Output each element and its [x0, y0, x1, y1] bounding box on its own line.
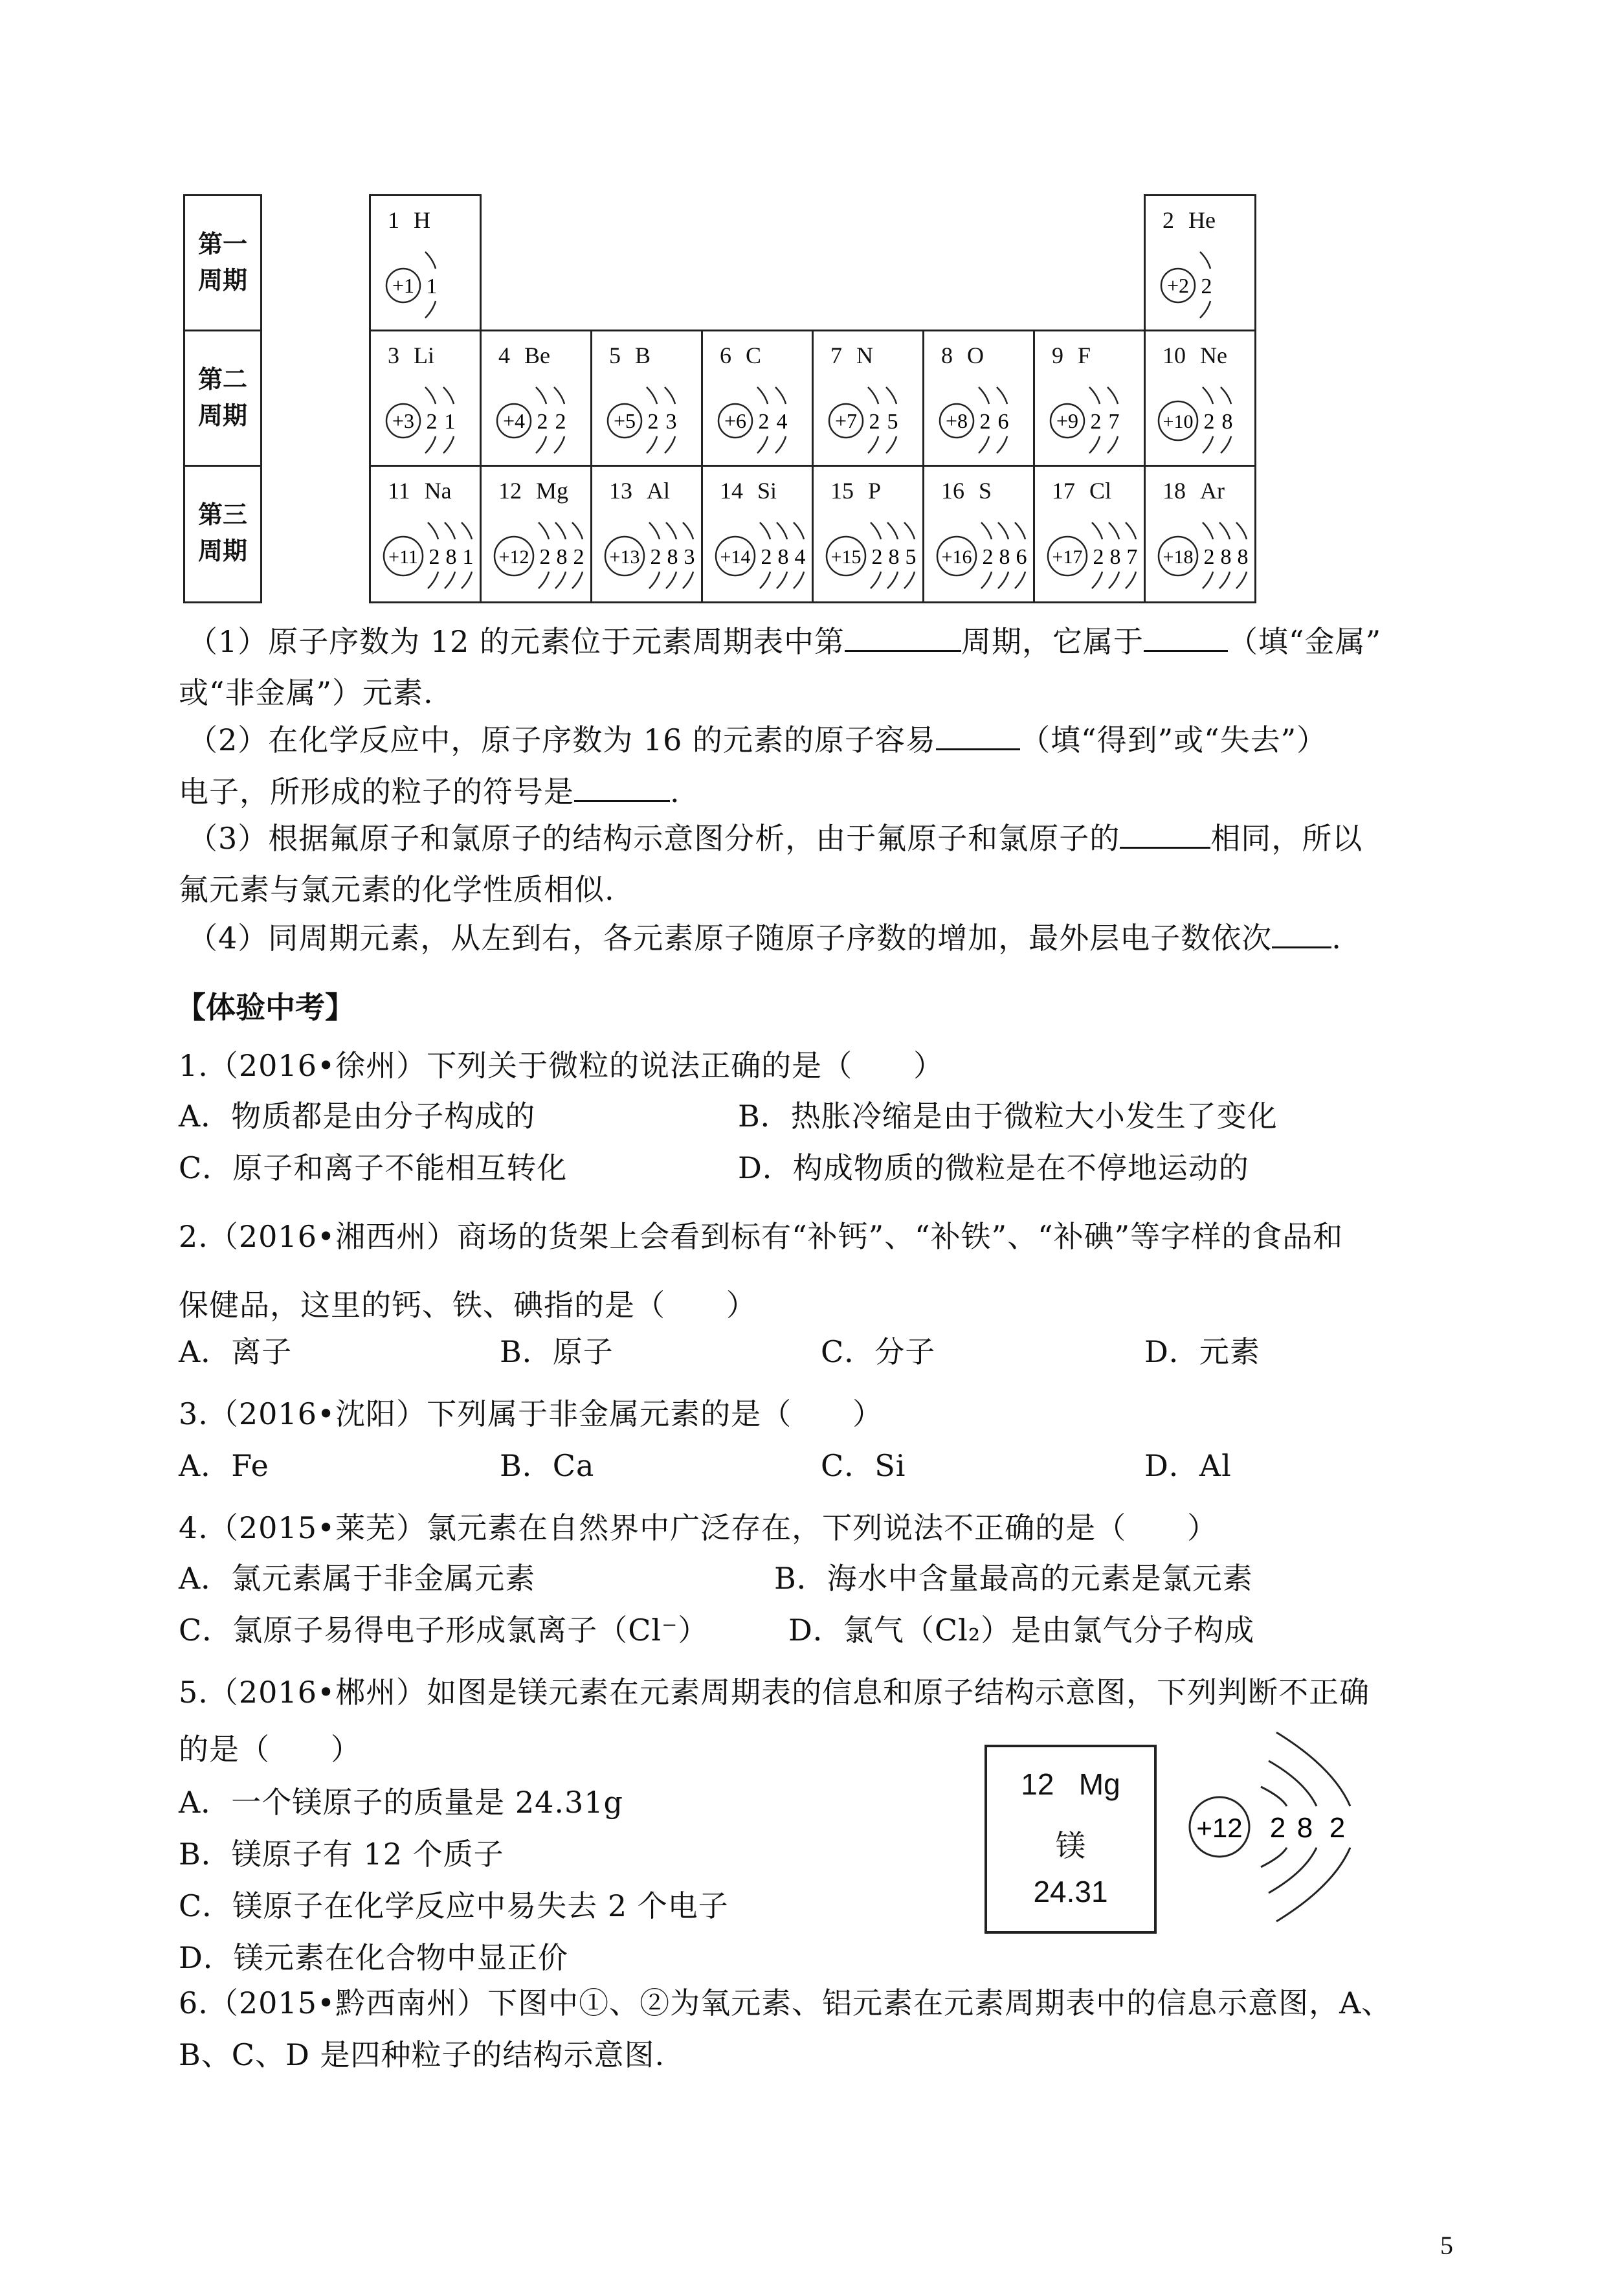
shell-arc-top: [998, 522, 1008, 539]
question-4-text-a: （4）同周期元素，从左到右，各元素原子随原子序数的增加，最外层电子数依次: [188, 921, 1273, 956]
element-symbol: B: [635, 342, 651, 368]
atomic-number: 6: [720, 342, 731, 368]
section-heading: 【体验中考】: [176, 990, 355, 1025]
atomic-structure-diagram: [1035, 331, 1148, 469]
element-symbol: P: [868, 478, 882, 504]
atomic-number: 5: [609, 342, 621, 368]
question-2-line-1: [188, 720, 1327, 759]
element-symbol: N: [856, 342, 873, 368]
shell-electron-count: 2: [539, 545, 551, 569]
shell-arc-top: [572, 522, 583, 539]
shell-arc-bottom: [1089, 436, 1100, 453]
atomic-number: 9: [1052, 342, 1063, 368]
atomic-number: 3: [388, 342, 399, 368]
nucleus-charge: +14: [720, 546, 751, 568]
shell-arc-top: [887, 522, 898, 539]
shell-arc-bottom: [775, 436, 786, 453]
element-cell-n: [812, 330, 924, 467]
atomic-structure-diagram: [371, 467, 484, 605]
shell-arc-top: [904, 522, 915, 539]
question-1-text-b: 周期，它属于: [961, 624, 1144, 659]
element-symbol: Cl: [1089, 478, 1112, 504]
mc-q2-option-c[interactable]: C．分子: [821, 1334, 936, 1369]
shell-electron-count: 6: [997, 410, 1009, 434]
shell-arc-bottom: [868, 436, 878, 453]
element-symbol: Si: [757, 478, 777, 504]
shell-arc-top: [871, 522, 881, 539]
mc-q5-option-b[interactable]: B．镁原子有 12 个质子: [179, 1837, 504, 1872]
shell-arc-top: [775, 387, 786, 404]
mg-nucleus-charge: +12: [1196, 1813, 1243, 1843]
shell-arc-top: [1200, 252, 1210, 269]
answer-blank-q2-symbol[interactable]: [574, 772, 670, 802]
shell-arc-bottom: [1200, 301, 1210, 318]
mg-atomic-structure-diagram: [1178, 1709, 1372, 1929]
answer-blank-q1-period[interactable]: [845, 621, 961, 652]
atomic-structure-diagram: [924, 331, 1037, 469]
nucleus-charge: +7: [834, 409, 858, 432]
element-cell-b: [590, 330, 703, 467]
shell-arc-top: [760, 522, 770, 539]
shell-electron-count: 7: [1108, 410, 1120, 434]
shell-electron-count: 1: [426, 274, 438, 298]
shell-electron-count: 2: [869, 410, 880, 434]
atomic-structure-diagram: [1146, 467, 1258, 605]
answer-blank-q4[interactable]: [1272, 918, 1331, 948]
shell-electron-count: 1: [462, 545, 474, 569]
shell-arc-bottom: [1015, 572, 1025, 588]
question-2-text-a: （2）在化学反应中，原子序数为 16 的元素的原子容易: [188, 722, 937, 757]
nucleus-charge: +15: [830, 546, 862, 568]
question-3-line-2: [179, 870, 615, 909]
mg-shell-3-arc-top: [1276, 1732, 1350, 1806]
shell-electron-count: 8: [1237, 545, 1249, 569]
element-cell-na: [369, 465, 482, 603]
element-cell-p: [812, 465, 924, 603]
shell-arc-bottom: [555, 572, 566, 588]
mg-card-mass: 24.31: [1033, 1875, 1108, 1908]
shell-arc-bottom: [998, 572, 1008, 588]
shell-electron-count: 8: [1221, 410, 1233, 434]
answer-blank-q3[interactable]: [1120, 818, 1210, 849]
shell-arc-bottom: [760, 572, 770, 588]
element-cell-s: [922, 465, 1035, 603]
element-cell-si: [701, 465, 814, 603]
shell-arc-bottom: [887, 572, 898, 588]
shell-electron-count: 8: [556, 545, 568, 569]
nucleus-charge: +16: [941, 546, 972, 568]
shell-arc-bottom: [462, 572, 472, 588]
mg-shell-2-arc-top: [1269, 1761, 1317, 1806]
shell-arc-bottom: [647, 436, 657, 453]
mc-q4-option-b[interactable]: B．海水中含量最高的元素是氯元素: [774, 1561, 1253, 1596]
shell-arc-top: [1109, 522, 1119, 539]
mc-q4-stem: 4.（2015•莱芜）氯元素在自然界中广泛存在，下列说法不正确的是（ ）: [179, 1510, 1218, 1545]
shell-electron-count: 2: [555, 410, 566, 434]
shell-electron-count: 8: [445, 545, 457, 569]
mc-q3-option-a[interactable]: A．Fe: [179, 1448, 269, 1483]
shell-arc-bottom: [1203, 572, 1213, 588]
element-symbol: F: [1078, 342, 1091, 368]
shell-arc-bottom: [1092, 572, 1102, 588]
shell-arc-top: [981, 522, 992, 539]
atomic-structure-diagram: [592, 331, 705, 469]
period-label-2: [183, 330, 262, 467]
shell-arc-top: [462, 522, 472, 539]
element-cell-al: [590, 465, 703, 603]
shell-electron-count: 6: [1016, 545, 1027, 569]
question-4-line-1: [188, 918, 1342, 957]
atomic-number: 10: [1162, 342, 1186, 368]
shell-arc-bottom: [871, 572, 881, 588]
shell-arc-bottom: [1203, 436, 1213, 453]
question-4-text-b: .: [1331, 921, 1342, 956]
magnesium-element-card: [984, 1745, 1157, 1934]
nucleus-charge: +4: [502, 409, 526, 432]
shell-arc-bottom: [443, 436, 454, 453]
nucleus-charge: +12: [498, 546, 529, 568]
shell-arc-top: [665, 387, 675, 404]
atomic-structure-diagram: [482, 467, 594, 605]
mc-q4-option-d[interactable]: D．氯气（Cl₂）是由氯气分子构成: [788, 1613, 1255, 1648]
mc-q3-stem: 3.（2016•沈阳）下列属于非金属元素的是（ ）: [179, 1396, 884, 1431]
shell-arc-top: [425, 252, 436, 269]
shell-arc-top: [443, 387, 454, 404]
atomic-number: 15: [830, 478, 854, 504]
atomic-number: 17: [1052, 478, 1075, 504]
mg-card-symbol: Mg: [1078, 1767, 1120, 1801]
period-label-1: [183, 194, 262, 331]
shell-arc-bottom: [997, 436, 1007, 453]
element-symbol: S: [979, 478, 992, 504]
shell-arc-bottom: [572, 572, 583, 588]
shell-electron-count: 2: [647, 410, 659, 434]
element-cell-li: [369, 330, 482, 467]
atomic-structure-diagram: [1146, 196, 1258, 333]
mc-q6-stem-line-2: B、C、D 是四种粒子的结构示意图.: [179, 2037, 665, 2072]
shell-arc-bottom: [979, 436, 989, 453]
period-label-2-line1: 第二: [197, 365, 247, 394]
mg-shell-1-count: 2: [1269, 1812, 1286, 1844]
mc-q3-option-b[interactable]: B．Ca: [500, 1448, 595, 1483]
atomic-structure-diagram: [814, 467, 926, 605]
mc-q2-option-d[interactable]: D．元素: [1144, 1334, 1260, 1369]
element-cell-c: [701, 330, 814, 467]
question-3-text-c: 氟元素与氯元素的化学性质相似.: [179, 872, 615, 907]
element-symbol: Li: [414, 342, 434, 368]
shell-arc-bottom: [554, 436, 564, 453]
mc-q1-option-d[interactable]: D．构成物质的微粒是在不停地运动的: [738, 1150, 1249, 1185]
shell-arc-bottom: [425, 436, 436, 453]
element-cell-be: [480, 330, 592, 467]
mg-shell-2-count: 8: [1296, 1812, 1313, 1844]
atomic-structure-diagram: [482, 331, 594, 469]
question-1-line-2: [179, 673, 434, 712]
shell-arc-top: [1221, 387, 1231, 404]
shell-arc-bottom: [1221, 436, 1231, 453]
shell-arc-bottom: [757, 436, 768, 453]
nucleus-charge: +1: [392, 274, 415, 297]
element-symbol: Ar: [1200, 478, 1225, 504]
element-cell-ne: [1144, 330, 1256, 467]
element-symbol: H: [414, 207, 430, 233]
shell-arc-top: [794, 522, 804, 539]
shell-arc-bottom: [981, 572, 992, 588]
shell-arc-top: [683, 522, 693, 539]
shell-electron-count: 3: [684, 545, 695, 569]
shell-electron-count: 2: [650, 545, 662, 569]
shell-arc-top: [1126, 522, 1136, 539]
shell-arc-top: [886, 387, 896, 404]
shell-electron-count: 5: [905, 545, 917, 569]
shell-arc-bottom: [904, 572, 915, 588]
mc-q5-stem-line-2: 的是（ ）: [179, 1732, 361, 1767]
shell-arc-top: [428, 522, 438, 539]
nucleus-charge: +13: [609, 546, 640, 568]
element-cell-h: [369, 194, 482, 331]
element-symbol: Mg: [536, 478, 569, 504]
atomic-number: 7: [830, 342, 842, 368]
element-cell-ar: [1144, 465, 1256, 603]
shell-arc-top: [647, 387, 657, 404]
mg-card-number-symbol: [987, 1767, 1154, 1802]
shell-arc-top: [539, 522, 549, 539]
element-symbol: He: [1188, 207, 1216, 233]
answer-blank-q2-gain-lose[interactable]: [936, 720, 1020, 750]
shell-arc-top: [868, 387, 878, 404]
question-3-line-1: [188, 818, 1363, 858]
shell-arc-top: [757, 387, 768, 404]
element-symbol: C: [746, 342, 762, 368]
question-1-text-c: （填“金属”: [1228, 624, 1382, 659]
shell-arc-bottom: [794, 572, 804, 588]
shell-electron-count: 7: [1126, 545, 1138, 569]
shell-arc-bottom: [428, 572, 438, 588]
nucleus-charge: +2: [1166, 274, 1190, 297]
question-1-text-a: （1）原子序数为 12 的元素位于元素周期表中第: [188, 624, 845, 659]
shell-arc-top: [555, 522, 566, 539]
shell-electron-count: 2: [761, 545, 772, 569]
mc-q6-stem-line-1: 6.（2015•黔西南州）下图中①、②为氧元素、铝元素在元素周期表中的信息示意图，A、: [179, 1985, 1392, 2020]
shell-arc-top: [666, 522, 676, 539]
nucleus-charge: +3: [392, 409, 415, 432]
shell-electron-count: 8: [1220, 545, 1232, 569]
mc-q5-option-c[interactable]: C．镁原子在化学反应中易失去 2 个电子: [179, 1888, 729, 1923]
nucleus-charge: +8: [945, 409, 968, 432]
atomic-structure-diagram: [371, 331, 484, 469]
mc-q5-stem-line-1: 5.（2016•郴州）如图是镁元素在元素周期表的信息和原子结构示意图，下列判断不正确: [179, 1675, 1370, 1710]
shell-arc-top: [1089, 387, 1100, 404]
shell-electron-count: 8: [999, 545, 1010, 569]
atomic-number: 16: [941, 478, 964, 504]
question-2-line-2: [179, 772, 680, 811]
question-3-text-a: （3）根据氟原子和氯原子的结构示意图分析，由于氟原子和氯原子的: [188, 821, 1120, 856]
shell-arc-top: [536, 387, 546, 404]
mc-q1-option-b[interactable]: B．热胀冷缩是由于微粒大小发生了变化: [738, 1099, 1278, 1134]
atomic-number: 12: [498, 478, 522, 504]
shell-arc-bottom: [683, 572, 693, 588]
nucleus-charge: +11: [388, 546, 418, 568]
shell-arc-top: [997, 387, 1007, 404]
mc-q3-option-d[interactable]: D．Al: [1144, 1448, 1232, 1483]
element-cell-f: [1033, 330, 1146, 467]
mc-q2-stem-line-1: 2.（2016•湘西州）商场的货架上会看到标有“补钙”、“补铁”、“补碘”等字样的食品和: [179, 1219, 1344, 1254]
shell-arc-bottom: [1109, 572, 1119, 588]
mg-shell-3-count: 2: [1329, 1812, 1346, 1844]
shell-electron-count: 1: [444, 410, 456, 434]
mc-q5-option-d[interactable]: D．镁元素在化合物中显正价: [179, 1940, 568, 1975]
answer-blank-q1-type[interactable]: [1144, 621, 1228, 652]
nucleus-charge: +17: [1052, 546, 1083, 568]
mc-q3-option-c[interactable]: C．Si: [821, 1448, 906, 1483]
element-symbol: Na: [424, 478, 452, 504]
atomic-number: 2: [1162, 207, 1174, 233]
question-1-line-1: [188, 621, 1381, 661]
nucleus-charge: +6: [724, 409, 747, 432]
shell-arc-bottom: [1107, 436, 1118, 453]
period-label-2-line2: 周期: [197, 401, 247, 430]
mc-q1-stem: 1.（2016•徐州）下列关于微粒的说法正确的是（ ）: [179, 1048, 944, 1083]
shell-electron-count: 8: [777, 545, 789, 569]
atomic-number: 8: [941, 342, 953, 368]
shell-arc-top: [649, 522, 660, 539]
mc-q1-option-c[interactable]: C．原子和离子不能相互转化: [179, 1150, 568, 1185]
shell-arc-top: [1015, 522, 1025, 539]
shell-electron-count: 8: [667, 545, 678, 569]
mc-q2-option-b[interactable]: B．原子: [500, 1334, 614, 1369]
element-cell-he: [1144, 194, 1256, 331]
nucleus-charge: +18: [1162, 546, 1194, 568]
period-label-3: [183, 465, 262, 603]
shell-electron-count: 2: [979, 410, 991, 434]
shell-electron-count: 2: [982, 545, 994, 569]
atomic-number: 11: [388, 478, 410, 504]
question-2-text-c: 电子，所形成的粒子的符号是: [179, 774, 574, 809]
shell-arc-top: [1107, 387, 1118, 404]
shell-arc-top: [1219, 522, 1230, 539]
atomic-structure-diagram: [814, 331, 926, 469]
shell-electron-count: 8: [1109, 545, 1121, 569]
period-label-1-line1: 第一: [197, 230, 247, 258]
shell-electron-count: 2: [428, 545, 440, 569]
question-2-text-d: .: [670, 774, 680, 809]
question-1-text-d: 或“非金属”）元素.: [179, 675, 434, 710]
period-label-1-line2: 周期: [197, 266, 247, 295]
shell-arc-bottom: [1236, 572, 1247, 588]
atomic-number: 13: [609, 478, 632, 504]
mc-q1-option-a[interactable]: A．物质都是由分子构成的: [179, 1099, 536, 1134]
mg-shell-2-arc-bottom: [1269, 1848, 1317, 1893]
atomic-structure-diagram: [924, 467, 1037, 605]
shell-arc-top: [1203, 522, 1213, 539]
shell-arc-top: [979, 387, 989, 404]
mc-q2-option-a[interactable]: A．离子: [179, 1334, 293, 1369]
element-symbol: Be: [524, 342, 550, 368]
question-2-text-b: （填“得到”或“失去”）: [1020, 722, 1328, 757]
period-label-3-line1: 第三: [197, 500, 247, 529]
question-3-text-b: 相同，所以: [1210, 821, 1363, 856]
nucleus-charge: +5: [613, 409, 636, 432]
shell-electron-count: 2: [871, 545, 883, 569]
shell-arc-bottom: [665, 436, 675, 453]
shell-electron-count: 2: [1203, 410, 1215, 434]
mc-q4-option-c[interactable]: C．氯原子易得电子形成氯离子（Cl⁻）: [179, 1613, 709, 1648]
shell-electron-count: 2: [537, 410, 548, 434]
shell-arc-bottom: [536, 436, 546, 453]
element-cell-o: [922, 330, 1035, 467]
shell-electron-count: 3: [665, 410, 677, 434]
shell-electron-count: 4: [794, 545, 806, 569]
period-label-3-line2: 周期: [197, 537, 247, 565]
atomic-structure-diagram: [1035, 467, 1148, 605]
shell-arc-top: [777, 522, 787, 539]
shell-arc-bottom: [777, 572, 787, 588]
atomic-structure-diagram: [1146, 331, 1258, 469]
shell-electron-count: 2: [1201, 274, 1212, 298]
atomic-structure-diagram: [371, 196, 484, 333]
shell-arc-bottom: [886, 436, 896, 453]
mg-shell-3-arc-bottom: [1276, 1848, 1350, 1921]
shell-electron-count: 2: [426, 410, 438, 434]
nucleus-charge: +9: [1056, 409, 1079, 432]
atomic-structure-diagram: [703, 331, 816, 469]
shell-electron-count: 5: [887, 410, 898, 434]
shell-electron-count: 2: [1203, 545, 1215, 569]
atomic-structure-diagram: [592, 467, 705, 605]
shell-arc-top: [1236, 522, 1247, 539]
shell-arc-bottom: [666, 572, 676, 588]
shell-arc-top: [1092, 522, 1102, 539]
mg-shell-1-arc-bottom: [1261, 1848, 1287, 1867]
element-cell-mg: [480, 465, 592, 603]
atomic-number: 1: [388, 207, 399, 233]
shell-electron-count: 2: [1090, 410, 1102, 434]
shell-arc-top: [445, 522, 455, 539]
mg-card-number: 12: [1021, 1767, 1054, 1801]
nucleus-charge: +10: [1162, 411, 1194, 432]
mc-q4-option-a[interactable]: A．氯元素属于非金属元素: [179, 1561, 536, 1596]
atomic-number: 18: [1162, 478, 1186, 504]
atomic-number: 14: [720, 478, 743, 504]
shell-electron-count: 2: [1093, 545, 1104, 569]
shell-electron-count: 4: [776, 410, 788, 434]
mg-card-name: 镁: [1056, 1828, 1085, 1863]
shell-electron-count: 2: [758, 410, 770, 434]
shell-arc-bottom: [539, 572, 549, 588]
shell-arc-top: [554, 387, 564, 404]
page-number: 5: [1440, 2231, 1453, 2260]
atomic-number: 4: [498, 342, 510, 368]
element-symbol: O: [967, 342, 984, 368]
shell-arc-top: [425, 387, 436, 404]
shell-arc-bottom: [1126, 572, 1136, 588]
shell-arc-top: [1203, 387, 1213, 404]
shell-arc-bottom: [649, 572, 660, 588]
shell-arc-bottom: [1219, 572, 1230, 588]
shell-arc-bottom: [425, 301, 436, 318]
mc-q5-option-a[interactable]: A．一个镁原子的质量是 24.31g: [179, 1785, 623, 1820]
element-symbol: Al: [647, 478, 670, 504]
shell-electron-count: 2: [573, 545, 584, 569]
element-symbol: Ne: [1200, 342, 1227, 368]
shell-electron-count: 8: [888, 545, 900, 569]
mc-q2-stem-line-2: 保健品，这里的钙、铁、碘指的是（ ）: [179, 1288, 757, 1323]
mg-shell-1-arc-top: [1261, 1787, 1287, 1806]
element-cell-cl: [1033, 465, 1146, 603]
atomic-structure-diagram: [703, 467, 816, 605]
shell-arc-bottom: [445, 572, 455, 588]
